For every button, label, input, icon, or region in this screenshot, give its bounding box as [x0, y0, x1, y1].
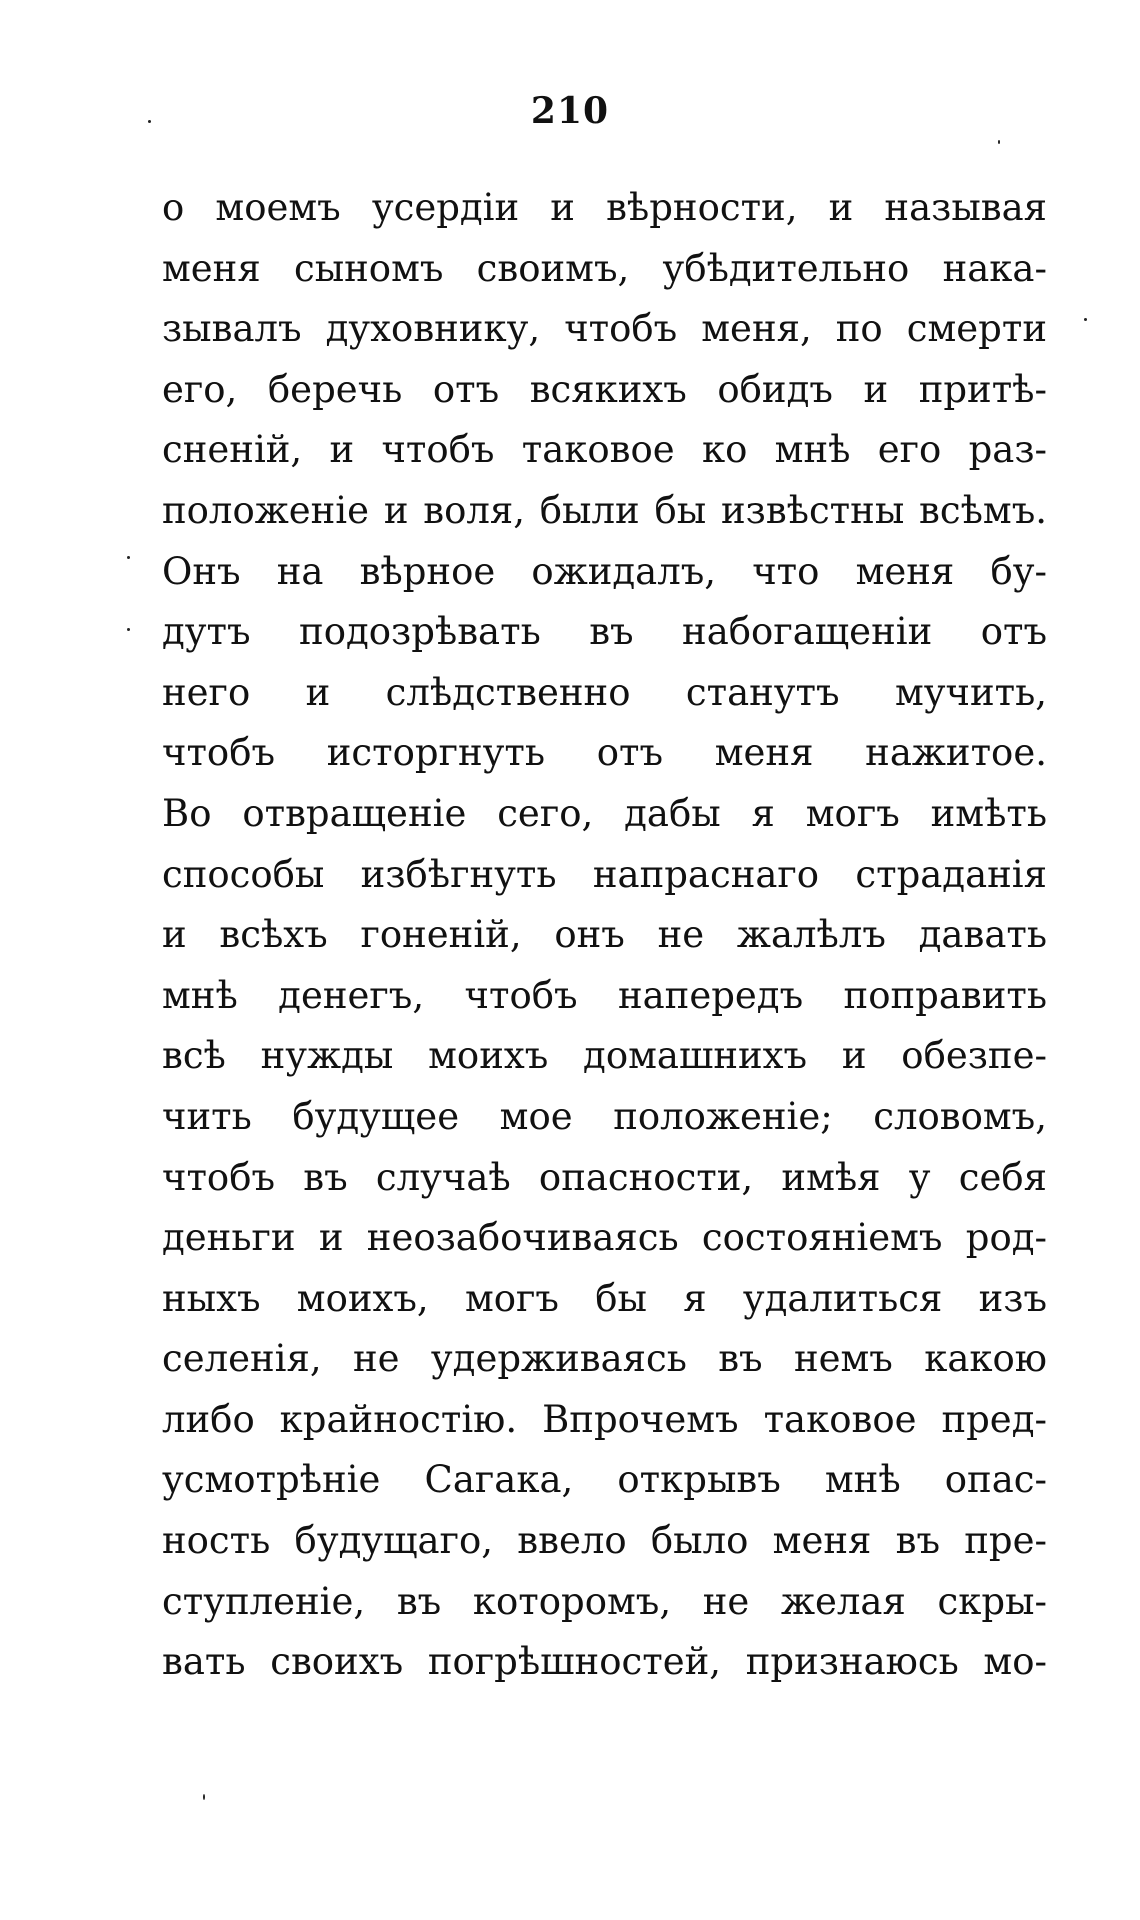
text-line: зывалъ духовнику, чтобъ меня, по смерти: [162, 307, 1047, 351]
scan-speck: [203, 1794, 205, 1800]
text-line: чить будущее мое положеніе; словомъ,: [162, 1094, 1047, 1138]
page-number: 210: [530, 90, 610, 132]
text-line: его, беречь отъ всякихъ обидъ и притѣ-: [162, 367, 1047, 411]
text-line: сненій, и чтобъ таковое ко мнѣ его раз-: [162, 428, 1047, 472]
text-line: Онъ на вѣрное ожидалъ, что меня бу-: [162, 549, 1047, 593]
text-line: ступленіе, въ которомъ, не желая скры-: [162, 1579, 1047, 1623]
text-line: либо крайностію. Впрочемъ таковое пред-: [162, 1397, 1047, 1441]
scan-speck: [127, 556, 130, 559]
text-line: меня сыномъ своимъ, убѣдительно нака-: [162, 246, 1047, 290]
text-line: мнѣ денегъ, чтобъ напередъ поправить: [162, 973, 1047, 1017]
scan-speck: [127, 628, 130, 631]
text-line: о моемъ усердіи и вѣрности, и называя: [162, 186, 1047, 229]
scan-speck: [1084, 318, 1087, 321]
text-line: дутъ подозрѣвать въ набогащеніи отъ: [162, 610, 1047, 654]
scan-speck: [998, 140, 1000, 144]
text-line: всѣ нужды моихъ домашнихъ и обезпе-: [162, 1034, 1047, 1078]
text-line: чтобъ въ случаѣ опасности, имѣя у себя: [162, 1155, 1047, 1199]
text-line: ность будущаго, ввело было меня въ пре-: [162, 1519, 1047, 1563]
text-line: способы избѣгнуть напраснаго страданія: [162, 852, 1047, 896]
text-line: Во отвращеніе сего, дабы я могъ имѣть: [162, 791, 1047, 835]
text-line: деньги и неозабочиваясь состояніемъ род-: [162, 1216, 1047, 1260]
text-line: селенія, не удерживаясь въ немъ какою: [162, 1337, 1047, 1381]
text-line: ныхъ моихъ, могъ бы я удалиться изъ: [162, 1276, 1047, 1320]
text-line: него и слѣдственно станутъ мучить,: [162, 670, 1047, 714]
text-line: положеніе и воля, были бы извѣстны всѣмъ.: [162, 488, 1047, 532]
text-line: усмотрѣніе Сагака, открывъ мнѣ опас-: [162, 1458, 1047, 1502]
scan-speck: [148, 120, 151, 123]
text-line: и всѣхъ гоненій, онъ не жалѣлъ давать: [162, 913, 1047, 957]
text-line: вать своихъ погрѣшностей, признаюсь мо-: [162, 1640, 1047, 1684]
page-body-text: [162, 178, 1047, 1693]
text-line: чтобъ исторгнуть отъ меня нажитое.: [162, 731, 1047, 775]
